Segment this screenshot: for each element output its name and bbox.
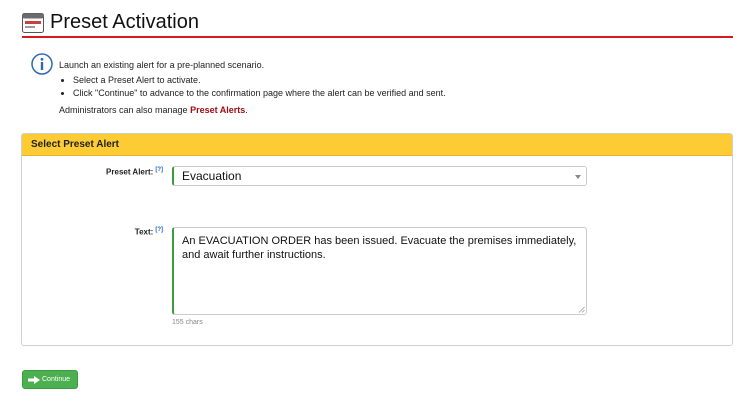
continue-button[interactable] xyxy=(22,370,78,389)
intro-bullets xyxy=(59,74,446,100)
intro-lead: Launch an existing alert for a pre-planned scenario. xyxy=(59,60,265,70)
panel-title: Select Preset Alert xyxy=(22,134,732,156)
text-help-link[interactable]: [?] xyxy=(155,227,163,233)
preset-alert-selected-value: Evacuation xyxy=(182,169,242,183)
admin-note-prefix: Administrators can also manage xyxy=(59,105,191,115)
browser-window-icon xyxy=(22,12,44,34)
text-label xyxy=(13,227,163,237)
arrow-right-icon xyxy=(28,376,40,384)
page-header xyxy=(22,10,733,38)
admin-note-suffix: . xyxy=(245,105,248,115)
page-title: Preset Activation xyxy=(50,11,199,33)
info-icon xyxy=(31,53,53,75)
intro-text xyxy=(59,59,446,100)
resize-grip-icon[interactable] xyxy=(578,306,585,313)
preset-alerts-link[interactable]: Preset Alerts xyxy=(190,105,246,115)
alert-text-value: An EVACUATION ORDER has been issued. Evacuate the premises immediately, and await further instructions. xyxy=(182,235,577,261)
char-count: 155 chars xyxy=(172,319,203,326)
alert-text-area[interactable] xyxy=(172,227,587,315)
intro-bullet: • Select a Preset Alert to activate. xyxy=(73,74,446,87)
preset-alert-label xyxy=(13,167,163,177)
continue-button-label: Continue xyxy=(42,376,71,383)
preset-alert-label-text: Preset Alert: xyxy=(106,167,154,177)
admin-note xyxy=(59,104,248,117)
text-label-text: Text: xyxy=(134,227,154,237)
chevron-down-icon xyxy=(575,175,581,179)
preset-alert-help-link[interactable]: [?] xyxy=(155,167,163,173)
preset-alert-select[interactable] xyxy=(172,166,587,186)
intro-bullet: • Click "Continue" to advance to the confirmation page where the alert can be verified and sent. xyxy=(73,87,446,100)
